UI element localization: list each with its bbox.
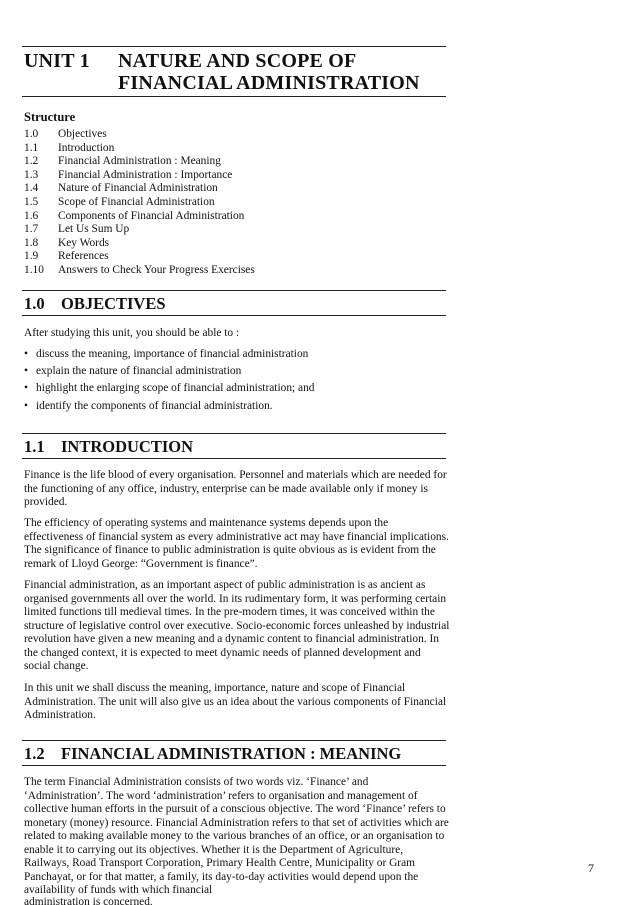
item-text: Answers to Check Your Progress Exercises	[58, 263, 255, 276]
section-rule	[22, 315, 446, 316]
section-heading-introduction	[24, 437, 193, 457]
list-item	[24, 380, 314, 397]
section-title: INTRODUCTION	[61, 437, 194, 456]
section-rule	[22, 458, 446, 459]
list-item	[24, 142, 255, 156]
item-text: Objectives	[58, 128, 107, 140]
paragraph: The efficiency of operating systems and maintenance systems depends upon the effectiveness of financial system as every administrative act may have financial implications. The significance of finance to public administration is quite obvious as is evident from the remark of Lloyd George: “Government is finance”.	[24, 517, 449, 570]
item-text: References	[58, 250, 109, 263]
item-number: 1.1	[24, 141, 39, 154]
paragraph: In this unit we shall discuss the meaning, importance, nature and scope of Financial Administration. The unit will also give us an idea about the various components of Financial Administration.	[24, 682, 447, 721]
paragraph: Finance is the life blood of every organisation. Personnel and materials which are needed for the functioning of any office, industry, enterprise can be made available only if money is provided.	[24, 469, 447, 508]
item-number: 1.3	[24, 168, 39, 181]
list-item	[24, 346, 314, 363]
item-number: 1.5	[24, 195, 39, 208]
list-item	[24, 210, 255, 224]
paragraph: Financial administration, as an important aspect of public administration is as ancient as organised governments all over the world. In its rudimentary form, it was performing certain limited functions till medieval times. In the pre-modern times, it was conceived within the structure of legislative control over executive. Socio-economic forces unleashed by industrial revolution have given a new meaning and a dynamic content to financial administration. In the changed context, it is expected to meet dynamic needs of planned development and social change.	[24, 579, 450, 672]
item-number: 1.10	[24, 263, 44, 276]
objectives-intro: After studying this unit, you should be able to :	[24, 327, 240, 339]
unit-title-line-1: NATURE AND SCOPE OF	[118, 50, 357, 72]
section-heading-meaning	[24, 744, 401, 764]
item-text: Financial Administration : Importance	[58, 168, 233, 181]
list-item	[24, 128, 255, 142]
objectives-list	[24, 346, 314, 415]
item-number: 1.2	[24, 155, 39, 168]
item-number: 1.0	[24, 128, 39, 140]
section-number: 1.0	[24, 294, 45, 313]
section-rule	[22, 290, 446, 291]
item-number: 1.8	[24, 236, 39, 249]
item-text: Introduction	[58, 141, 115, 154]
bullet-text: highlight the enlarging scope of financial administration; and	[36, 382, 315, 395]
list-item	[24, 182, 255, 196]
top-rule	[22, 46, 446, 47]
item-text: Components of Financial Administration	[58, 209, 245, 222]
paragraph: The term Financial Administration consists of two words viz. ‘Finance’ and ‘Administration’. The word ‘administration’ refers to organisation and management of collective human efforts in the pursuit of a conscious objective. The word ‘Finance’ refers to monetary (money) resource. Financial Administration refers to that set of activities which are related to making available money to the various branches of an office, or an organisation to enable it to carrying out its objectives. Whether it is the Department of Agriculture, Railways, Road Transport Corporation, Primary Health Centre, Municipality or Gram Panchayat, or for that matter, a family, its day-to-day activities would depend upon the availability of funds with which financial	[24, 776, 449, 896]
list-item	[24, 250, 255, 264]
page-number: 7	[588, 861, 594, 875]
list-item	[24, 237, 255, 251]
bullet-icon: •	[24, 382, 28, 395]
section-title: OBJECTIVES	[61, 294, 166, 313]
list-item	[24, 264, 255, 278]
section-number: 1.2	[24, 744, 45, 763]
list-item	[24, 196, 255, 210]
bullet-text: discuss the meaning, importance of financial administration	[36, 348, 309, 360]
section-rule	[22, 740, 446, 741]
bullet-icon: •	[24, 399, 28, 412]
list-item	[24, 155, 255, 169]
unit-title-line-2: FINANCIAL ADMINISTRATION	[118, 72, 420, 94]
list-item	[24, 169, 255, 183]
item-text: Let Us Sum Up	[58, 223, 130, 236]
item-number: 1.6	[24, 209, 39, 222]
section-heading-objectives	[24, 294, 166, 314]
bullet-icon: •	[24, 348, 28, 360]
section-rule	[22, 765, 446, 766]
title-rule	[22, 96, 446, 97]
item-number: 1.4	[24, 182, 39, 195]
item-text: Key Words	[58, 236, 110, 249]
item-number: 1.9	[24, 250, 39, 263]
section-number: 1.1	[24, 437, 45, 456]
item-text: Nature of Financial Administration	[58, 182, 218, 195]
section-title: FINANCIAL ADMINISTRATION : MEANING	[61, 744, 402, 763]
cut-off-line: administration is concerned.	[24, 896, 153, 905]
item-number: 1.7	[24, 223, 39, 236]
bullet-text: explain the nature of financial administration	[36, 365, 242, 378]
unit-label: UNIT 1	[24, 50, 90, 72]
structure-heading: Structure	[24, 110, 76, 124]
section-rule	[22, 433, 446, 434]
list-item	[24, 363, 314, 380]
item-text: Scope of Financial Administration	[58, 195, 215, 208]
structure-list	[24, 128, 255, 278]
bullet-text: identify the components of financial administration.	[36, 399, 273, 412]
list-item	[24, 223, 255, 237]
bullet-icon: •	[24, 365, 28, 378]
item-text: Financial Administration : Meaning	[58, 155, 221, 168]
list-item	[24, 398, 314, 415]
